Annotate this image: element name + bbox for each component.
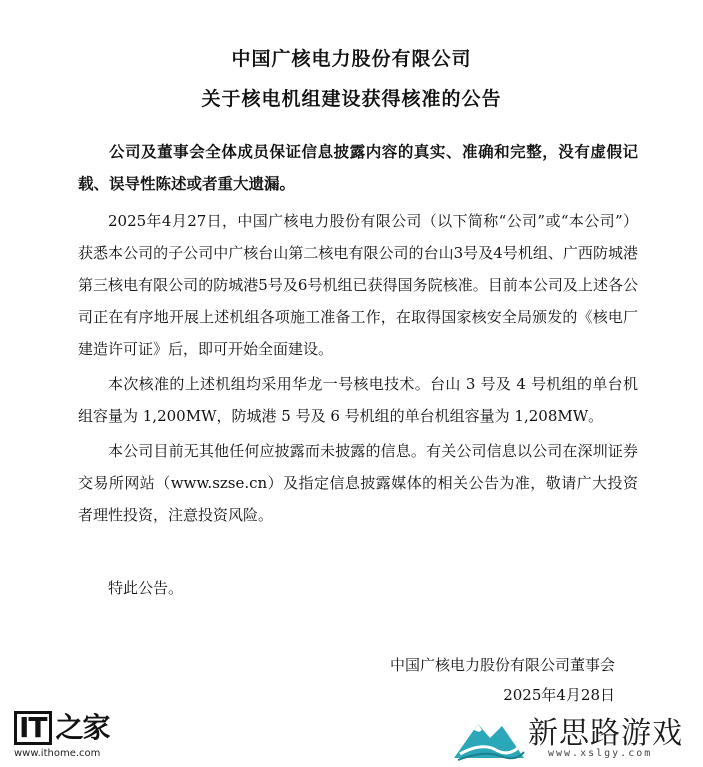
disclosure-statement: 公司及董事会全体成员保证信息披露内容的真实、准确和完整，没有虚假记载、误导性陈述或者重大遗漏。 [78, 143, 638, 193]
xslgy-watermark [452, 712, 702, 767]
paragraph-closing: 特此公告。 [108, 579, 184, 597]
title-line-1: 中国广核电力股份有限公司 [231, 48, 472, 70]
ithome-logo [14, 706, 110, 746]
ithome-watermark [14, 706, 110, 759]
mountain-logo-icon [452, 714, 526, 762]
paragraph-disclosure: 本公司目前无其他任何应披露而未披露的信息。有关公司信息以公司在深圳证券交易所网站（www.szse.cn）及指定信息披露媒体的相关公告为准，敬请广大投资者理性投资，注意投资风险。 [78, 442, 638, 524]
signature-date: 2025年4月28日 [503, 686, 615, 704]
ithome-url: www.ithome.com [14, 748, 101, 759]
ithome-logo-zh: 之家 [55, 711, 110, 744]
ithome-logo-it: IT [14, 711, 52, 745]
signature-issuer: 中国广核电力股份有限公司董事会 [389, 656, 615, 674]
title-line-2: 关于核电机组建设获得核准的公告 [201, 88, 502, 110]
paragraph-technology: 本次核准的上述机组均采用华龙一号核电技术。台山 3 号及 4 号机组的单台机组容量为 1,200MW，防城港 5 号及 6 号机组的单台机组容量为 1,208MW。 [78, 375, 638, 425]
xslgy-url: www.xslgy.com [548, 748, 653, 759]
paragraph-approval: 2025年4月27日，中国广核电力股份有限公司（以下简称“公司”或“本公司”）获悉本公司的子公司中广核台山第二核电有限公司的台山3号及4号机组、广西防城港第三核电有限公司的防城港5号及6号机组已获得国务院核准。目前本公司及上述各公司正在有序地开展上述机组各项施工准备工作，在取得国家核安全局颁发的《核电厂建造许可证》后，即可开始全面建设。 [78, 212, 638, 358]
xslgy-name: 新思路游戏 [528, 716, 683, 751]
